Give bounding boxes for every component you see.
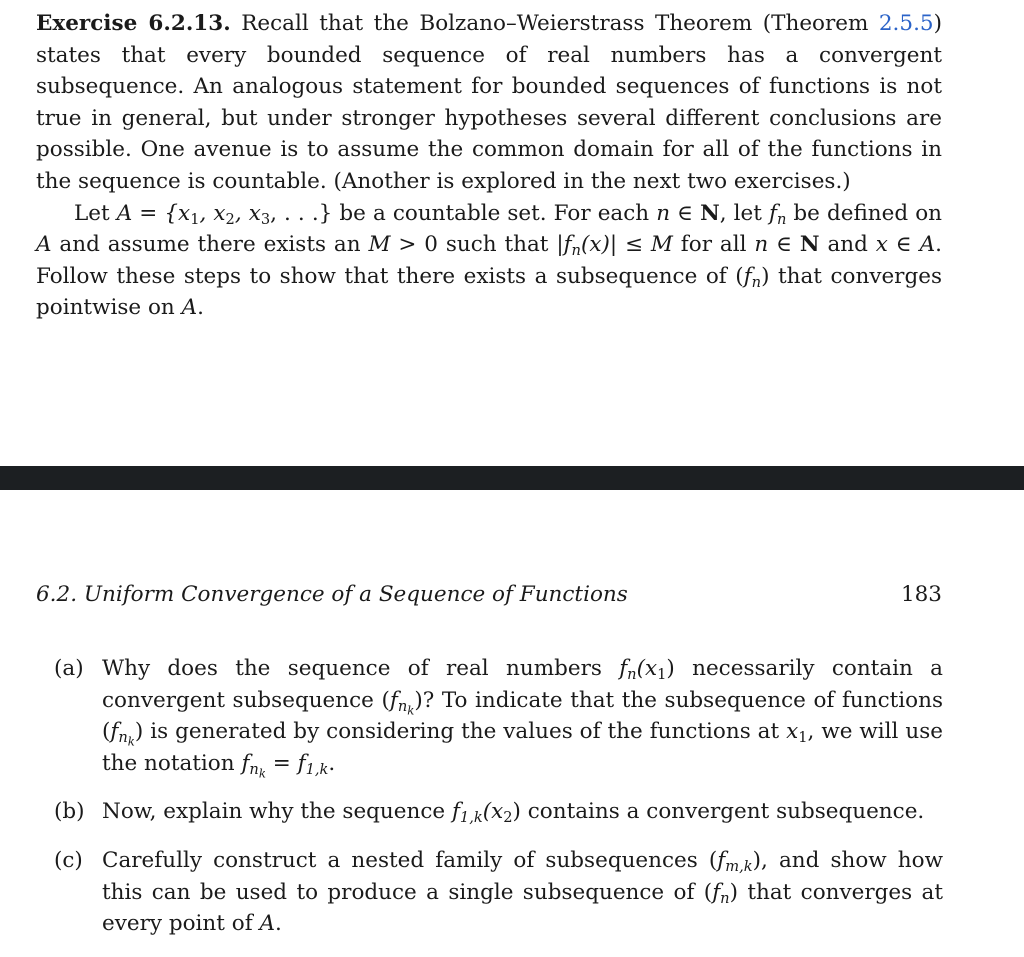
text: , let (719, 200, 769, 226)
math-var: M (650, 232, 673, 258)
text: be a countable set. For each (332, 200, 657, 226)
exercise-6-2-13 (36, 8, 942, 324)
page-divider (0, 466, 1024, 490)
subscript: n (627, 666, 637, 684)
math-var: f (712, 879, 721, 905)
math-var: A (116, 200, 133, 226)
text: ) that converges pointwise on (36, 263, 942, 321)
text: . Follow these steps to show that there exists a subsequence of ( (36, 232, 942, 289)
math-var: f (717, 847, 726, 873)
math-var: A (919, 232, 936, 258)
math-var: f (110, 719, 119, 745)
page-number: 183 (900, 582, 942, 607)
part-b (54, 796, 943, 828)
part-a (54, 653, 943, 779)
exercise-parts (54, 653, 943, 957)
math-set: , x (199, 200, 226, 226)
math-var: A (181, 295, 198, 321)
math-var: f (241, 750, 250, 776)
part-label: (b) (54, 799, 85, 825)
math-var: f (563, 232, 572, 258)
subscript (118, 729, 135, 749)
math-expr: (x (482, 799, 504, 825)
math-var: f (389, 687, 398, 713)
text: Now, explain why the sequence (102, 799, 452, 825)
text: Carefully construct a nested family of subsequences ( (102, 847, 718, 873)
math-var: A (259, 911, 276, 937)
subscript: 1,k (305, 760, 329, 778)
text: for all (672, 232, 755, 258)
math-op: ∈ (887, 232, 920, 258)
subscript-k: k (407, 702, 415, 717)
text: and assume there exists an (51, 232, 369, 258)
subscript: 2 (225, 210, 235, 228)
exercise-setup-paragraph (36, 198, 942, 324)
subscript (398, 698, 415, 715)
subscript: m,k (725, 858, 753, 876)
math-set: , x (234, 200, 261, 226)
subscript: 1 (190, 210, 200, 228)
subscript: n (751, 273, 762, 291)
naturals-symbol: N (799, 232, 820, 258)
text: and (819, 232, 876, 258)
math-var: n (656, 200, 671, 226)
subscript-k: k (127, 734, 135, 749)
text: ) necessarily contain a convergent subsequence ( (102, 656, 943, 713)
subscript: n (776, 210, 787, 228)
subscript-k: k (258, 766, 266, 781)
math-var: A (36, 232, 52, 258)
part-c (54, 845, 943, 940)
subscript: 2 (503, 809, 513, 827)
text: Why does the sequence of real numbers (102, 656, 620, 681)
section-title: 6.2. Uniform Convergence of a Sequence of Functions (36, 582, 628, 607)
running-head (36, 582, 942, 612)
math-op: ∈ (670, 200, 701, 226)
math-var: f (743, 263, 752, 289)
text: Let (74, 200, 117, 226)
math-set: = {x (132, 200, 191, 226)
subscript-n: n (249, 760, 259, 778)
text: ) that converges at every point of (102, 879, 943, 937)
math-var: f (451, 799, 460, 825)
part-label: (a) (54, 656, 84, 681)
text: ) is generated by considering the values of the functions at (134, 719, 787, 745)
math-var: x (875, 232, 888, 258)
subscript: 1 (798, 729, 808, 747)
subscript: 1 (657, 666, 667, 684)
lower-page (0, 490, 1024, 954)
math-var: f (297, 750, 306, 776)
text: ), and show how this can be used to produce a single subsequence of ( (102, 847, 944, 905)
exercise-text: Recall that the Bolzano–Weierstrass Theorem (Theorem (230, 11, 879, 36)
theorem-reference-link[interactable]: 2.5.5 (878, 11, 934, 36)
text: . (275, 911, 282, 937)
subscript: 3 (260, 210, 271, 228)
text: )? To indicate that the subsequence of functions ( (102, 687, 943, 745)
math-op: = (265, 750, 298, 776)
subscript-n: n (118, 729, 128, 747)
subscript (249, 760, 266, 781)
exercise-label: Exercise 6.2.13. (36, 11, 231, 36)
part-label: (c) (54, 847, 83, 873)
math-var: x (786, 719, 799, 745)
naturals-symbol: N (700, 200, 720, 226)
subscript: n (720, 889, 730, 907)
text: . (197, 295, 204, 321)
math-var: f (768, 200, 777, 226)
subscript: n (571, 242, 581, 260)
math-expr: (x (636, 656, 658, 681)
text: . (328, 750, 336, 776)
subscript-n: n (397, 697, 408, 715)
math-expr: (x)| ≤ (580, 232, 651, 258)
exercise-text: ) states that every bounded sequence of real numbers has a convergent subsequence. An analogous statement for bounded sequences of functions is not true in general, but under stronger hypotheses several different conclusions are possible. One avenue is to assume the common domain for all of the functions in the sequence is countable. (Another is explored in the next two exercises.) (36, 11, 942, 194)
upper-page (0, 0, 1024, 466)
math-var: M (368, 232, 391, 258)
math-var: n (754, 232, 769, 258)
subscript: 1,k (459, 809, 483, 827)
text: ) contains a convergent subsequence. (512, 799, 925, 825)
text: , we will use the notation (102, 719, 943, 776)
text: be defined on (786, 200, 942, 226)
math-op: > 0 such that | (390, 232, 564, 258)
math-op: ∈ (768, 232, 800, 258)
math-set: , . . .} (270, 200, 333, 226)
math-var: f (619, 656, 628, 681)
exercise-intro-paragraph (36, 8, 942, 198)
